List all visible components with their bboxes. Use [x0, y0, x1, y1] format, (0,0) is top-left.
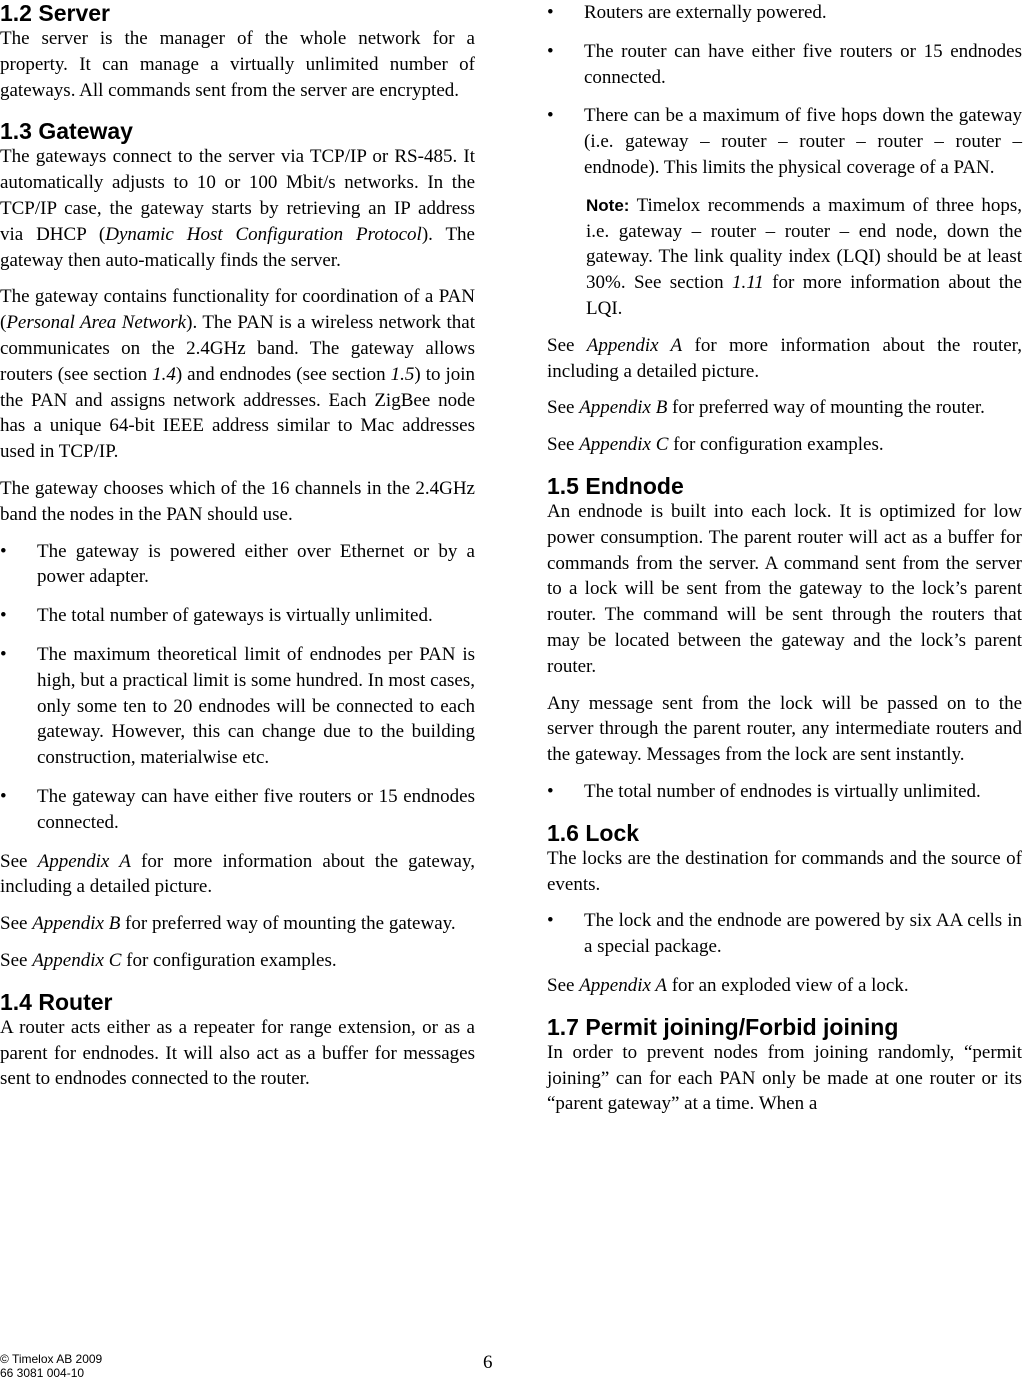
router-see-appendix-b: See Appendix B for preferred way of mounting the router. — [547, 397, 985, 419]
section-heading-endnode: 1.5 Endnode — [547, 472, 684, 499]
endnode-paragraph-1: An endnode is built into each lock. It is optimized for low power consumption. The parent router will act as a buffer for commands from the server. A command sent from the server to a lock will be sent from the gateway to the lock’s parent router. The command will be sent through the routers that may be located between the gateway and the lock’s parent router. — [547, 500, 1022, 677]
section-heading-lock: 1.6 Lock — [547, 819, 640, 846]
gateway-see-appendix-a: See Appendix A for more information about the gateway, including a detailed picture. — [0, 850, 476, 898]
gateway-paragraph-3: The gateway chooses which of the 16 channels in the 2.4GHz band the nodes in the PAN should use. — [0, 477, 475, 525]
endnode-paragraph-2: Any message sent from the lock will be passed on to the server through the parent router, any intermediate routers and the gateway. Messages from the lock are sent instantly. — [547, 692, 1022, 766]
gateway-bullet-list — [0, 539, 475, 836]
endnode-bullet-list — [547, 779, 1022, 805]
note-paragraph: Note: Timelox recommends a maximum of three hops, i.e. gateway – router – router – end node, down the gateway. The link quality index (LQI) should be at least 30%. See section 1.11 for more information about the LQI. — [586, 194, 1022, 319]
gateway-paragraph-2: The gateway contains functionality for coordination of a PAN (Personal Area Network). The PAN is a wireless network that communicates on the 2.4GHz band. The gateway allows routers (see section 1.4) and endnodes (see section 1.5) to join the PAN and assigns network addresses. Each ZigBee node has a unique 64-bit IEEE address similar to Mac addresses used in TCP/IP. — [0, 286, 475, 463]
list-item: • There can be a maximum of five hops down the gateway (i.e. gateway – router – router – router – router – endnode). This limits the physical coverage of a PAN. — [547, 105, 1022, 178]
list-item: • The total number of gateways is virtually unlimited. — [0, 605, 433, 627]
footer-info — [0, 1352, 102, 1380]
permit-joining-paragraph: In order to prevent nodes from joining randomly, “permit joining” can for each PAN only be made at one router or its “parent gateway” at a time. When a — [547, 1041, 1022, 1115]
copyright: © Timelox AB 2009 — [0, 1352, 103, 1366]
section-heading-server: 1.2 Server — [0, 0, 110, 26]
page-number: 6 — [483, 1352, 493, 1373]
list-item: • The maximum theoretical limit of endnodes per PAN is high, but a practical limit is some hundred. In most cases, only some ten to 20 endnodes will be connected to each gateway. However, this can change due to the building construction, materialwise etc. — [0, 643, 475, 769]
list-item: • The gateway can have either five routers or 15 endnodes connected. — [0, 785, 475, 833]
router-see-appendix-a: See Appendix A for more information about the router, including a detailed picture. — [547, 334, 1022, 382]
list-item: • The lock and the endnode are powered by six AA cells in a special package. — [547, 910, 1022, 958]
list-item: • The router can have either five routers or 15 endnodes connected. — [547, 40, 1022, 88]
lock-paragraph: The locks are the destination for commands and the source of events. — [547, 847, 1022, 895]
router-bullet-list — [547, 0, 1022, 181]
section-heading-permit-joining: 1.7 Permit joining/Forbid joining — [547, 1013, 899, 1040]
document-number: 66 3081 004-10 — [0, 1366, 85, 1380]
server-paragraph: The server is the manager of the whole network for a property. It can manage a virtually unlimited number of gateways. All commands sent from the server are encrypted. — [0, 28, 475, 101]
right-column — [547, 0, 1022, 1128]
left-column — [0, 0, 475, 1103]
section-heading-router: 1.4 Router — [0, 988, 113, 1015]
router-paragraph: A router acts either as a repeater for range extension, or as a parent for endnodes. It will also act as a buffer for messages sent to endnodes connected to the router. — [0, 1016, 475, 1090]
gateway-see-appendix-b: See Appendix B for preferred way of mounting the gateway. — [0, 913, 456, 935]
lock-bullet-list — [547, 908, 1022, 960]
list-item: • The gateway is powered either over Ethernet or by a power adapter. — [0, 540, 475, 588]
section-heading-gateway: 1.3 Gateway — [0, 118, 133, 145]
list-item: • The total number of endnodes is virtually unlimited. — [547, 780, 981, 802]
list-item: • Routers are externally powered. — [547, 2, 827, 23]
router-see-appendix-c: See Appendix C for configuration examples. — [547, 434, 884, 456]
gateway-see-appendix-c: See Appendix C for configuration examples. — [0, 949, 337, 971]
lock-see-appendix-a: See Appendix A for an exploded view of a lock. — [547, 974, 909, 996]
gateway-paragraph-1: The gateways connect to the server via TCP/IP or RS-485. It automatically adjusts to 10 or 100 Mbit/s networks. In the TCP/IP case, the gateway starts by retrieving an IP address via DHCP (Dynamic Host Configuration Protocol). The gateway then auto-matically finds the server. — [0, 146, 475, 271]
